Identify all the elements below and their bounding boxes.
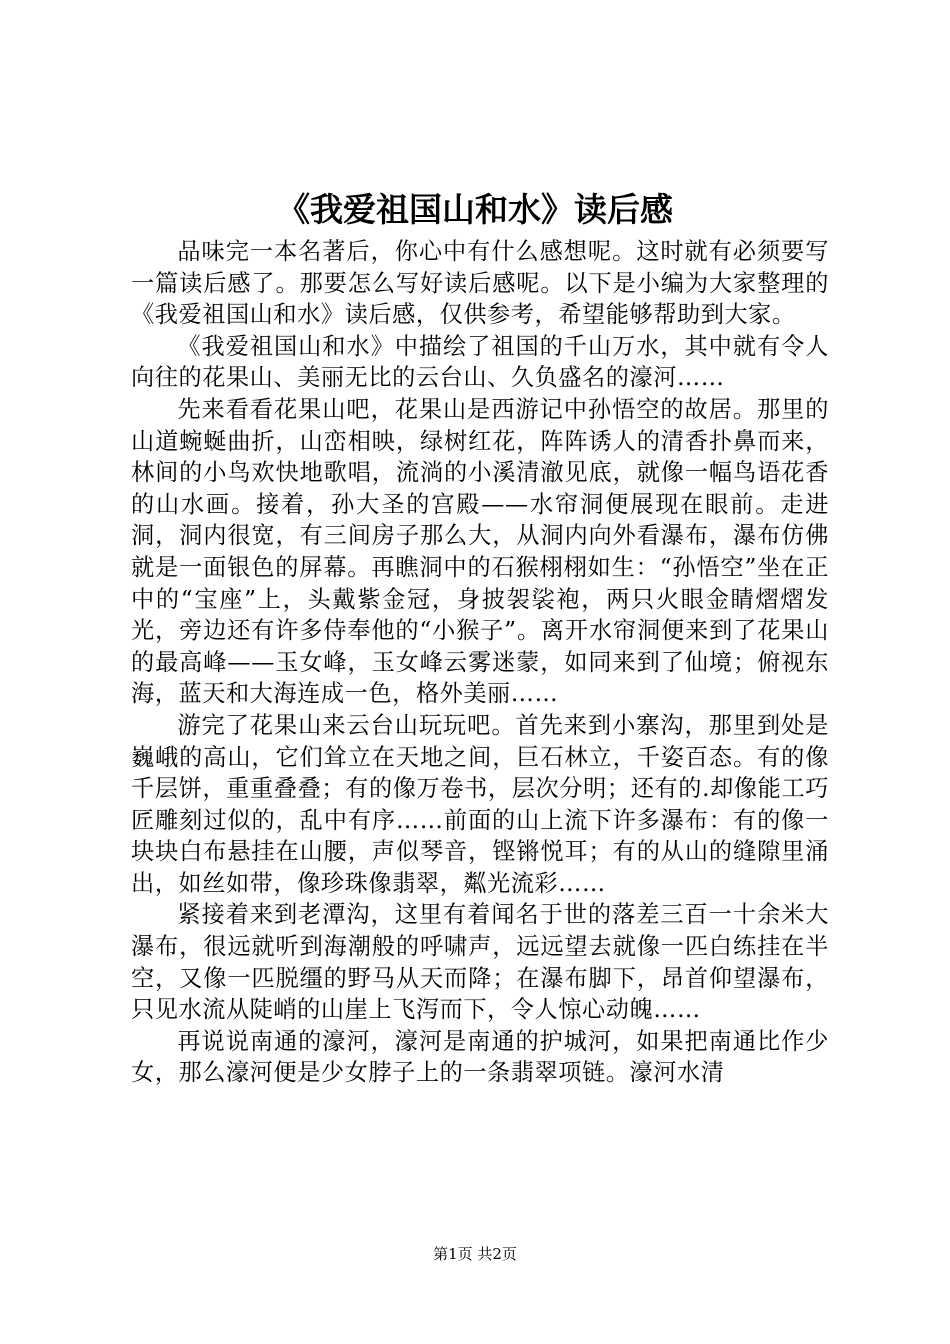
paragraph: 再说说南通的濠河，濠河是南通的护城河，如果把南通比作少女，那么濠河便是少女脖子上的一条翡翠项链。濠河水清 (131, 1027, 829, 1087)
paragraph: 紧接着来到老潭沟，这里有着闻名于世的落差三百一十余米大瀑布，很远就听到海潮般的呼啸声，远远望去就像一匹白练挂在半空，又像一匹脱缰的野马从天而降；在瀑布脚下，昂首仰望瀑布，只见水流从陡峭的山崖上飞泻而下，令人惊心动魄…… (131, 901, 829, 1024)
page-footer: 第1页 共2页 (433, 1245, 517, 1263)
paragraph: 先来看看花果山吧，花果山是西游记中孙悟空的故居。那里的山道蜿蜒曲折，山峦相映，绿树红花，阵阵诱人的清香扑鼻而来，林间的小鸟欢快地歌唱，流淌的小溪清澈见底，就像一幅鸟语花香的山水画。接着，孙大圣的宫殿——水帘洞便展现在眼前。走进洞，洞内很宽，有三间房子那么大，从洞内向外看瀑布，瀑布仿佛就是一面银色的屏幕。再瞧洞中的石猴栩栩如生：“孙悟空”坐在正中的“宝座”上，头戴紫金冠，身披袈裟袍，两只火眼金睛熠熠发光，旁边还有许多侍奉他的“小猴子”。离开水帘洞便来到了花果山的最高峰——玉女峰，玉女峰云雾迷蒙，如同来到了仙境；俯视东海，蓝天和大海连成一色，格外美丽…… (131, 395, 829, 708)
paragraph: 品味完一本名著后，你心中有什么感想呢。这时就有必须要写一篇读后感了。那要怎么写好读后感呢。以下是小编为大家整理的《我爱祖国山和水》读后感，仅供参考，希望能够帮助到大家。 (131, 238, 829, 329)
paragraph: 游完了花果山来云台山玩玩吧。首先来到小寨沟，那里到处是巍峨的高山，它们耸立在天地之间，巨石林立，千姿百态。有的像千层饼，重重叠叠；有的像万卷书，层次分明；还有的.却像能工巧匠雕刻过似的，乱中有序……前面的山上流下许多瀑布：有的像一块块白布悬挂在山腰，声似琴音，铿锵悦耳；有的从山的缝隙里涌出，如丝如带，像珍珠像翡翠，粼光流彩…… (131, 711, 829, 897)
document-body (131, 236, 829, 1089)
paragraph: 《我爱祖国山和水》中描绘了祖国的千山万水，其中就有令人向往的花果山、美丽无比的云台山、久负盛名的濠河…… (131, 332, 829, 392)
document-title: 《我爱祖国山和水》读后感 (277, 190, 673, 229)
